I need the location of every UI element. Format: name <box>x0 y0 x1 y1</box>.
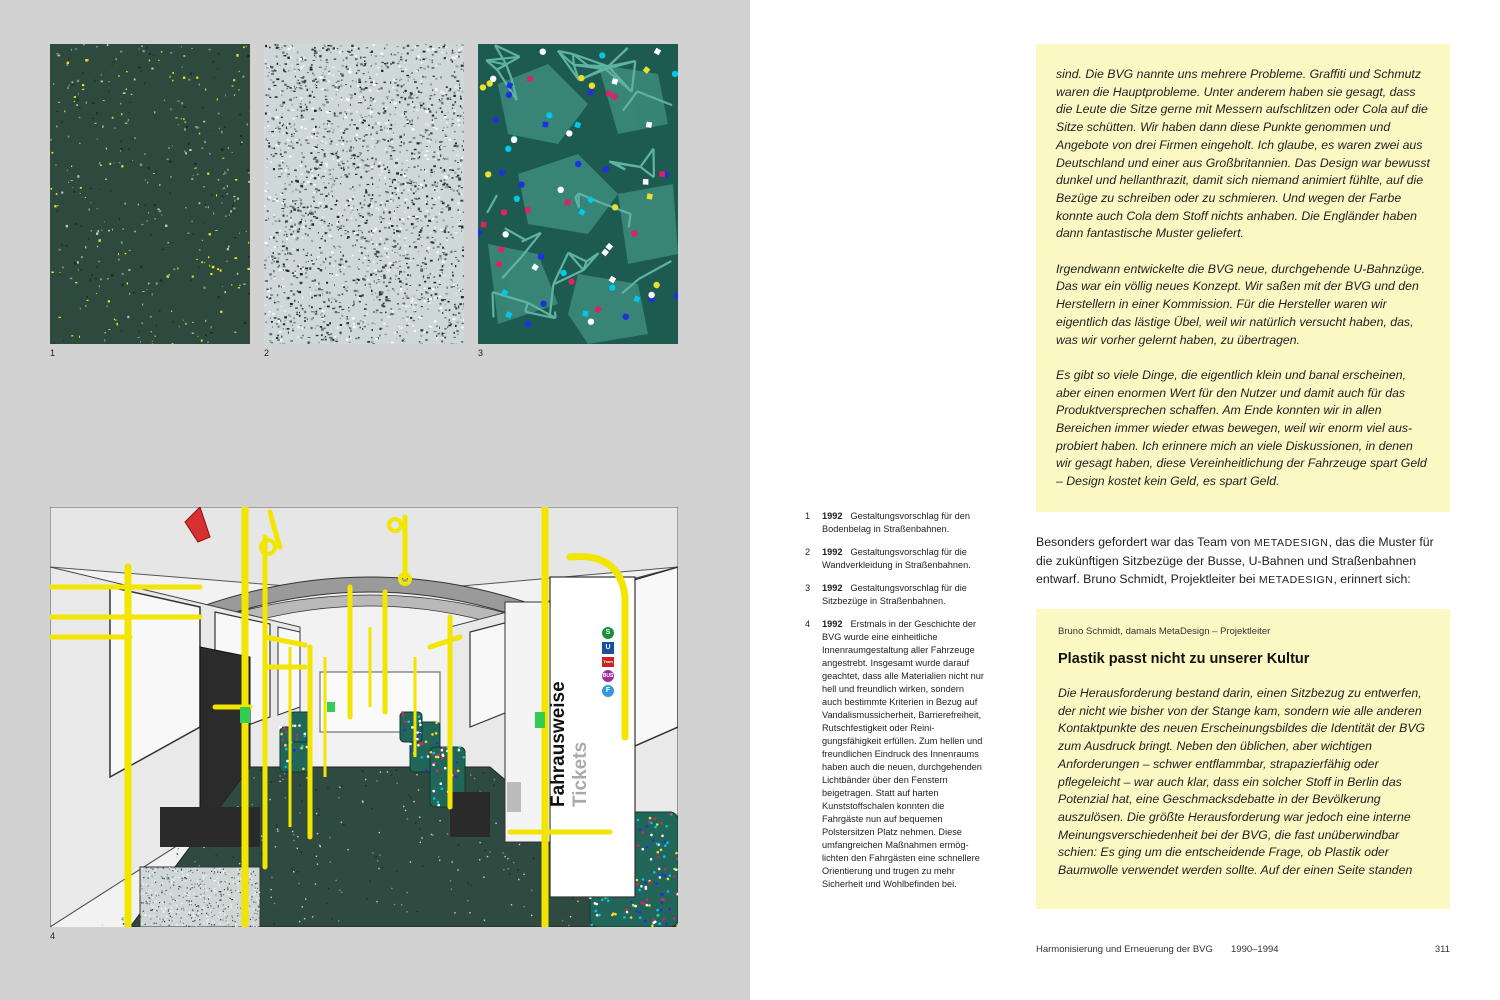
page-footer <box>1036 944 1450 955</box>
caption-text: Gestaltungsvorschlag für den Bodenbelag in Straßenbahnen. <box>822 511 970 534</box>
figure-number-2: 2 <box>264 348 270 358</box>
tram-icon: Tram <box>602 657 614 667</box>
quote-attribution: Bruno Schmidt, damals MetaDesign – Projektleiter <box>1058 626 1271 637</box>
figure-number-4: 4 <box>50 931 56 941</box>
ticket-sign-sub: Tickets <box>570 741 591 807</box>
u-bahn-icon: U <box>602 642 614 654</box>
caption-year: 1992 <box>822 547 843 557</box>
page-number: 311 <box>1434 944 1450 955</box>
transit-icons <box>602 627 616 697</box>
caption-number: 1 <box>805 511 811 521</box>
caption-text: Gestaltungsvorschlag für die Wandverkleidung in Straßenbahnen. <box>822 547 971 570</box>
figure-captions <box>805 510 985 901</box>
caption-1 <box>805 510 985 536</box>
quote-paragraph: sind. Die BVG nannte uns mehrere Probleme. Graffiti und Schmutz waren die Hauptprobleme. Unter anderem haben sie gesagt, dass die Leute die Sitze gerne mit Messern aufschlitzen oder Cola auf die Sitze schütten. Wir haben dann diese Punkte genommen und Angebote von drei Firmen eingeholt. Ich glaube, es waren zwei aus Deutschland und einer aus Großbritannien. Das Design war bewusst dunkel und hellanthrazit, damit sich niemand animiert fühlte, auf die Bezüge zu schreiben oder zu schmieren. Und wegen der Farbe konnte auch Cola dem Stoff nichts anhaben. Die Engländer haben dann fantastische Muster geliefert. <box>1056 67 1430 241</box>
body-text-part: Besonders gefordert war das Team von <box>1036 535 1254 549</box>
quote-body: Die Herausforderung bestand darin, einen Sitzbezug zu entwerfen, der nicht wie bisher von der Stange kam, sondern wie alle anderen Kontaktpunkte des neuen Erscheinungsbildes die Identität der BVG zum Ausdruck bringt. Neben den üblichen, aber wichtigen Anforderungen – schwer entflammbar, strapazierfähig oder pflegeleicht – war auch klar, dass ein solcher Stoff in Berlin das Potenzial hat, eine Geschmacksdebatte in der Bevölkerung auszulösen. Die größte Herausforderung war jedoch eine interne Meinungsverschiedenheit bei der BVG, die fast unüberwindbar schien: Es ging um die entscheidende Frage, ob Plastik oder Baumwolle verwendet werden sollte. Auf der einen Seite standen <box>1058 686 1426 878</box>
schmidt-quote-box <box>1036 609 1450 909</box>
quote-paragraph: Irgendwann entwickelte die BVG neue, durchgehende U-Bahnzüge. Das war ein völlig neues Konzept. Wir saßen mit der BVG und den Herstellern in einer Kommission. Für die Hersteller waren wir eigentlich das lästige Übel, weil wir natürlich versucht haben, das, was wir vorher gelernt haben, zu übertragen. <box>1056 261 1426 347</box>
running-title: Harmonisierung und Erneuerung der BVG <box>1036 944 1213 955</box>
floor-pattern-image <box>50 44 250 344</box>
wall-pattern-swatch <box>264 44 464 344</box>
body-text-part: , das die Muster für die zukünftigen Sitzbezüge der Busse, U-Bahnen und Straßenbahnen entwarf. Bruno Schmidt, Projektleiter bei <box>1036 535 1434 586</box>
caption-2 <box>805 546 985 572</box>
quote-heading: Plastik passt nicht zu unserer Kultur <box>1058 651 1310 667</box>
interview-quote-box <box>1036 44 1450 512</box>
running-years: 1990–1994 <box>1231 944 1279 955</box>
caption-year: 1992 <box>822 511 843 521</box>
wall-pattern-image <box>264 44 464 344</box>
caption-year: 1992 <box>822 619 843 629</box>
body-paragraph <box>1036 534 1450 589</box>
ticket-sign-main: Fahrausweise <box>548 681 569 807</box>
seat-pattern-swatch <box>478 44 678 344</box>
caption-text: Erstmals in der Geschichte der BVG wurde eine einheitliche Innenraumgestaltung aller Fahrzeuge angestrebt. Insgesamt wurde darauf geachtet, dass alle Materialien nicht nur hell und freundlich wirken, sondern auch bestimmte Kriterien in Bezug auf Vandalismussicherheit, Barrierefreiheit, Rutschfestigkeit oder Reinigungsfähigkeit erfüllen. Zum hellen und freundlichen Eindruck des Innenraums haben auch die neuen, durchgehenden Lichtbänder über den Fenstern beigetragen. Statt auf harten Kunststoffschalen konnten die Fahrgäste nun auf bequemen Polstersitzen Platz nehmen. Diese umfangreichen Maßnahmen ermöglichten den Fahrgästen eine schnellere Orientierung und trugen zu mehr Sicherheit und Wohlbefinden bei. <box>822 619 984 889</box>
ferry-icon: F <box>602 685 614 697</box>
bus-icon: BUS <box>602 670 614 682</box>
body-text-part: , erinnert sich: <box>1333 571 1411 586</box>
caption-number: 4 <box>805 619 811 629</box>
seat-pattern-image <box>478 44 678 344</box>
caption-3 <box>805 582 985 608</box>
caption-number: 3 <box>805 583 811 593</box>
floor-pattern-swatch <box>50 44 250 344</box>
tram-interior-illustration <box>50 507 678 927</box>
figure-number-1: 1 <box>50 348 56 358</box>
s-bahn-icon: S <box>602 627 614 639</box>
brand-name: METADESIGN <box>1253 537 1329 549</box>
tram-interior-drawing <box>50 507 678 927</box>
brand-name: METADESIGN <box>1258 573 1334 586</box>
caption-4 <box>805 618 985 891</box>
caption-text: Gestaltungsvorschlag für die Sitzbezüge in Straßenbahnen. <box>822 583 967 606</box>
caption-year: 1992 <box>822 583 843 593</box>
figure-number-3: 3 <box>478 348 484 358</box>
caption-number: 2 <box>805 547 811 557</box>
quote-paragraph: Es gibt so viele Dinge, die eigentlich klein und banal erscheinen, aber einen enormen Wert für den Nutzer und damit auch für das Produktversprechen schaffen. Am Ende konnten wir in allen Bereichen immer wieder etwas bewegen, weil wir enorm viel ausprobiert haben. Ich erinnere mich an viele Diskussionen, in denen wir gesagt haben, diese Vereinheitlichung der Fahrzeuge spart Geld – Design kostet kein Geld, es spart Geld. <box>1056 367 1427 489</box>
